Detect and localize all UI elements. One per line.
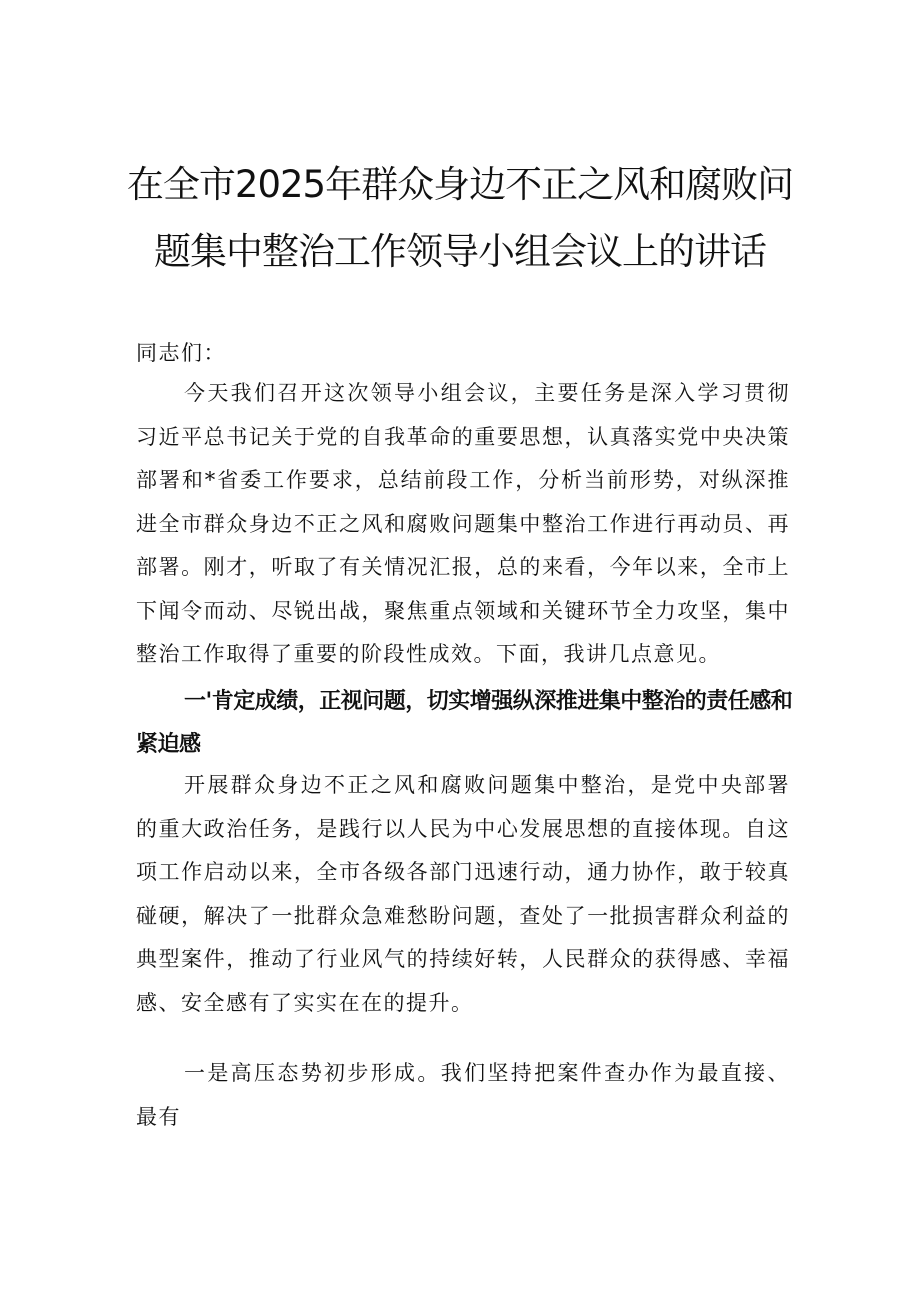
- paragraph-intro: 今天我们召开这次领导小组会议，主要任务是深入学习贯彻习近平总书记关于党的自我革命的重要思想，认真落实党中央决策部署和*省委工作要求，总结前段工作，分析当前形势，对纵深推进全市群众身边不正之风和腐败问题集中整治工作进行再动员、再部署。刚才，听取了有关情况汇报，总的来看，今年以来，全市上下闻令而动、尽锐出战，聚焦重点领域和关键环节全力攻坚，集中整治工作取得了重要的阶段性成效。下面，我讲几点意见。: [136, 381, 790, 666]
- salutation: 同志们：: [136, 341, 226, 365]
- paragraph-point-1: 一是高压态势初步形成。我们坚持把案件查办作为最直接、最有: [136, 1061, 790, 1129]
- paragraph-section-1: 开展群众身边不正之风和腐败问题集中整治，是党中央部署的重大政治任务，是践行以人民为中心发展思想的直接体现。自这项工作启动以来，全市各级各部门迅速行动，通力协作，敢于较真碰硬，解决了一批群众急难愁盼问题，查处了一批损害群众利益的典型案件，推动了行业风气的持续好转，人民群众的获得感、幸福感、安全感有了实实在在的提升。: [136, 773, 790, 1015]
- section-heading-1: 一'肯定成绩，正视问题，切实增强纵深推进集中整治的责任感和紧迫感: [136, 689, 793, 757]
- title-line-2: 题集中整治工作领导小组会议上的讲话: [154, 230, 766, 273]
- title-line-1: 在全市2025年群众身边不正之风和腐败问: [126, 163, 794, 206]
